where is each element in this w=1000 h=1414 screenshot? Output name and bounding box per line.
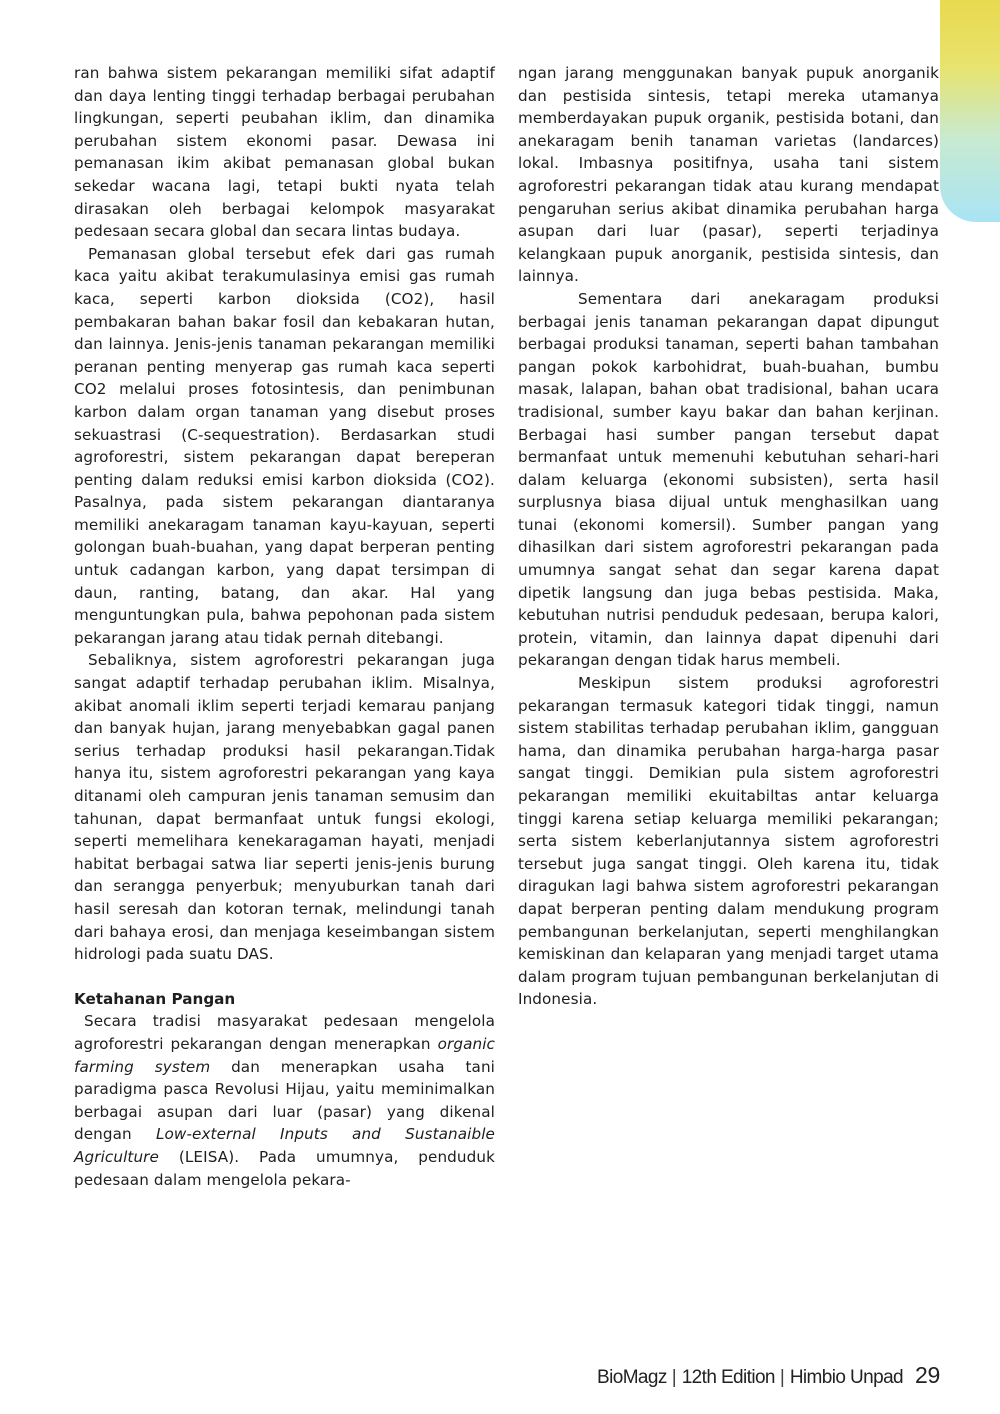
page-footer — [597, 1362, 940, 1394]
italic-term: Low-external Inputs and Sustanaible Agriculture — [74, 1125, 495, 1166]
organization-label: Himbio Unpad — [789, 1367, 904, 1388]
decorative-accent-tab — [940, 0, 1000, 222]
edition-label: 12th Edition — [681, 1367, 775, 1388]
paragraph-text: Secara tradisi masyarakat pedesaan mengelola agroforestri pekarangan dengan menerapkan — [74, 1012, 495, 1053]
page-number: 29 — [915, 1362, 940, 1388]
paragraph — [74, 1010, 495, 1191]
paragraph: Meskipun sistem produksi agroforestri pekarangan termasuk kategori tidak tinggi, namun sistem stabilitas terhadap perubahan iklim, gangguan hama, dan dinamika perubahan harga-harga pasar sangat tinggi. Demikian pula sistem agroforestri pekarangan memiliki ekuitabiltas antar keluarga tinggi karena setiap keluarga memiliki pekarangan; serta sistem keberlanjutannya sistem agroforestri tersebut juga sangat tinggi. Oleh karena itu, tidak diragukan lagi bahwa sistem agroforestri pekarangan dapat berperan penting dalam mendukung program pembangunan berkelanjutan, seperti menghilangkan kemiskinan dan kelaparan yang menjadi target utama dalam program tujuan pembangunan berkelanjutan di Indonesia. — [518, 674, 939, 1009]
footer-separator: | — [671, 1367, 677, 1388]
section-heading: Ketahanan Pangan — [74, 989, 236, 1008]
paragraph-text: dan menerapkan usaha tani paradigma pasca Revolusi Hijau, yaitu meminimalkan berbagai asupan dari luar (pasar) yang dikenal dengan — [74, 1057, 495, 1144]
magazine-name: BioMagz — [597, 1367, 667, 1388]
article-column-left — [74, 62, 495, 1191]
paragraph-text: (LEISA). Pada umumnya, penduduk pedesaan dalam mengelola pekara- — [74, 1147, 495, 1189]
footer-separator: | — [779, 1367, 785, 1388]
paragraph: ran bahwa sistem pekarangan memiliki sifat adaptif dan daya lenting tinggi terhadap berbagai perubahan lingkungan, seperti peubahan iklim, dan dinamika perubahan sistem ekonomi pasar. Dewasa ini pemanasan ikim akibat pemanasan global bukan sekedar wacana lagi, tetapi bukti nyata telah dirasakan oleh berbagai kelompok masyarakat pedesaan secara global dan secara lintas budaya. — [74, 64, 495, 241]
italic-term: organic farming system — [74, 1034, 495, 1076]
paragraph: Sementara dari anekaragam produksi berbagai jenis tanaman pekarangan dapat dipungut berbagai produksi tanaman, seperti bahan tambahan pangan pokok karbohidrat, buah-buahan, bumbu masak, lalapan, bahan obat tradisional, bahan ucara tradisional, sumber kayu bakar dan bahan kerjinan. Berbagai hasi sumber pangan tersebut dapat bermanfaat untuk memenuhi kebutuhan sehari-hari dalam keluarga (ekonomi subsisten), serta hasil surplusnya biasa dijual untuk menghasilkan uang tunai (ekonomi komersil). Sumber pangan yang dihasilkan dari sistem agroforestri pekarangan pada umumnya sangat sehat dan segar karena dapat dipetik langsung dan juga bebas pestisida. Maka, kebutuhan nutrisi penduduk pedesaan, berupa kalori, protein, vitamin, dan lainnya dapat dipenuhi dari pekarangan dengan tidak harus membeli. — [518, 289, 939, 670]
paragraph: Pemanasan global tersebut efek dari gas rumah kaca yaitu akibat terakumulasinya emisi gas rumah kaca, seperti karbon dioksida (CO2), hasil pembakaran bahan bakar fosil dan kebakaran hutan, dan lainnya. Jenis-jenis tanaman pekarangan memiliki peranan penting menyerap gas rumah kaca seperti CO2 melalui proses fotosintesis, dan penimbunan karbon dalam organ tanaman yang disebut proses sekuastrasi (C-sequestration). Berdasarkan studi agroforestri, sistem pekarangan dapat bereperan penting dalam reduksi emisi karbon dioksida (CO2). Pasalnya, pada sistem pekarangan diantaranya memiliki anekaragam tanaman kayu-kayuan, seperti golongan buah-buahan, yang dapat berperan penting untuk cadangan karbon, yang dapat tersimpan di daun, ranting, batang, dan akar. Hal yang menguntungkan pula, bahwa pepohonan pada sistem pekarangan jarang atau tidak pernah ditebangi. — [74, 244, 495, 647]
paragraph: ngan jarang menggunakan banyak pupuk anorganik dan pestisida sintesis, tetapi mereka utamanya memberdayakan pupuk organik, pestisida botani, dan anekaragam benih tanaman varietas (landarces) lokal. Imbasnya positifnya, usaha tani sistem agroforestri pekarangan tidak atau kurang mendapat pengaruhan serius akibat dinamika perubahan harga asupan dari luar (pasar), seperti terjadinya kelangkaan pupuk anorganik, pestisida sintesis, dan lainnya. — [518, 64, 939, 286]
paragraph: Sebaliknya, sistem agroforestri pekarangan juga sangat adaptif terhadap perubahan iklim. Misalnya, akibat anomali iklim seperti terjadi kemarau panjang dan banyak hujan, jarang menyebabkan gagal panen serius terhadap produksi hasil pekarangan.Tidak hanya itu, sistem agroforestri pekarangan yang kaya ditanami oleh campuran jenis tanaman semusim dan tahunan, dapat bermanfaat untuk fungsi ekologi, seperti memelihara kenekaragaman hayati, menjadi habitat berbagai satwa liar seperti jenis-jenis burung dan serangga penyerbuk; menyuburkan tanah dari hasil seresah dan kotoran ternak, melindungi tanah dari bahaya erosi, dan menjaga keseimbangan sistem hidrologi pada suatu DAS. — [74, 651, 495, 964]
article-column-right — [518, 62, 939, 1011]
